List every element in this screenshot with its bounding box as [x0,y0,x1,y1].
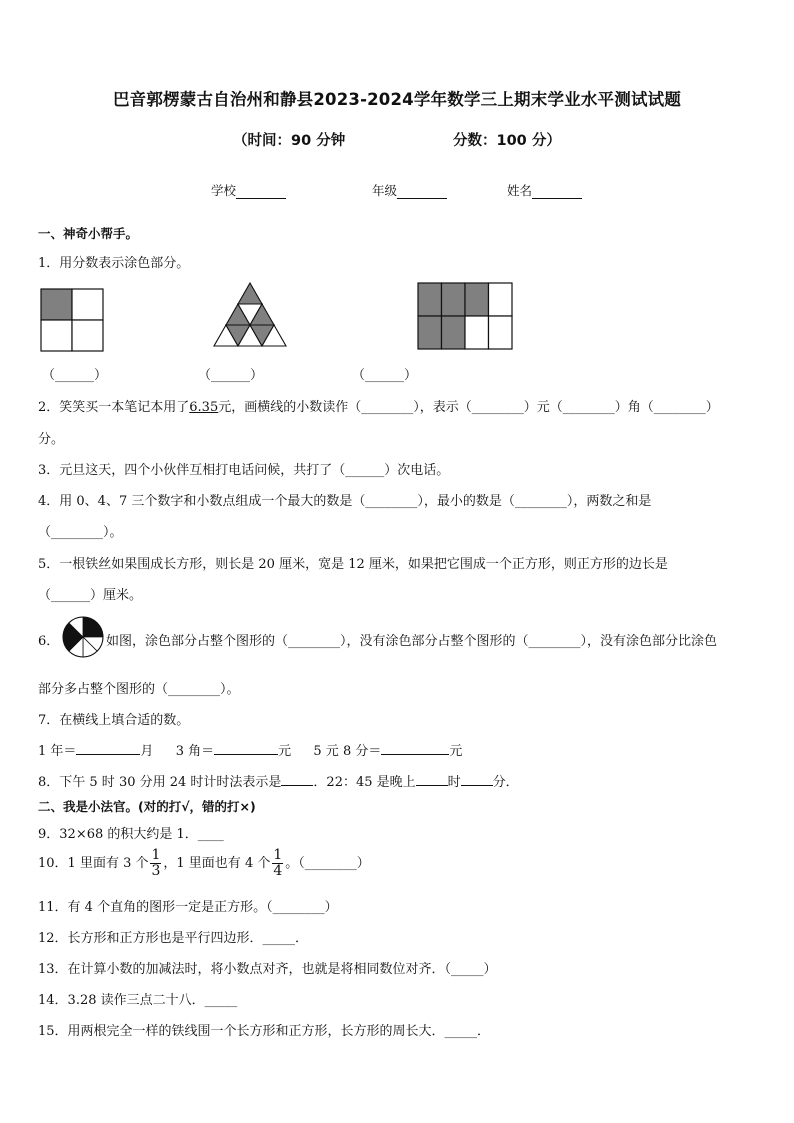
shaded-cell [442,283,466,316]
question-3: 3．元旦这天，四个小伙伴互相打电话问候，共打了（______）次电话。 [38,463,450,478]
white-cell [489,283,513,316]
q10-text-c: 。（________） [285,856,370,871]
question-2 [38,396,719,415]
question-9: 9．32×68 的积大约是 1．____ [38,827,224,842]
q1-answer-2[interactable]: （______） [198,368,264,383]
q7-blank-2[interactable] [214,742,278,755]
shaded-cell [442,316,466,349]
q8-text-b: ．22：45 是晚上 [313,775,416,790]
question-5-cont: （______）厘米。 [38,588,143,603]
fraction-denominator: 3 [151,863,161,879]
question-6: 如图，涂色部分占整个图形的（________），没有涂色部分占整个图形的（________），没有涂色部分比涂色 [106,634,718,649]
q7-blank-1[interactable] [76,742,140,755]
q8-blank-1[interactable] [281,773,313,786]
q8-text-c: 时 [447,775,461,790]
q7-item-3a: 5 元 8 分＝ [313,744,382,759]
exam-time: （时间：90 分钟 [233,133,346,149]
q8-text-d: 分． [492,775,519,790]
q2-amount: 6.35 [189,400,219,415]
figure-rectangle-grid [417,282,513,350]
q1-answer-1[interactable]: （______） [42,368,108,383]
question-2-cont: 分。 [38,432,65,447]
figure-triangle [212,281,292,353]
question-15: 15．用两根完全一样的铁线围一个长方形和正方形，长方形的周长大．_____． [38,1024,491,1039]
exam-score: 分数：100 分） [453,133,561,149]
q7-item-3b: 元 [449,744,463,759]
white-cell [465,316,489,349]
white-cell [489,316,513,349]
school-field [211,181,286,199]
grade-blank[interactable] [397,184,447,199]
q8-text-a: 8．下午 5 时 30 分用 24 时计时法表示是 [38,775,282,790]
grade-label: 年级 [372,183,398,198]
name-blank[interactable] [532,184,582,199]
q2-text-b: 元，画横线的小数读作（________），表示（________）元（________）角（________） [218,400,719,415]
q10-text-b: ，1 里面也有 4 个 [163,856,271,871]
q7-item-2a: 3 角＝ [175,744,215,759]
shaded-cell [418,316,442,349]
q8-blank-2[interactable] [416,773,448,786]
school-blank[interactable] [236,184,286,199]
question-4-cont: （________）。 [38,525,123,540]
section-2-title: 二、我是小法官。(对的打√，错的打×) [38,799,256,814]
white-square [41,320,72,351]
question-5: 5．一根铁丝如果围成长方形，则长是 20 厘米，宽是 12 厘米，如果把它围成一个正方形，则正方形的边长是 [38,557,668,572]
fraction-denominator: 4 [273,863,283,879]
q7-item-1b: 月 [140,744,154,759]
question-4: 4．用 0、4、7 三个数字和小数点组成一个最大的数是（________），最小的数是（________），两数之和是 [38,494,652,509]
figure-squares-2x2 [40,288,106,352]
q8-blank-3[interactable] [461,773,493,786]
section-1-title: 一、神奇小帮手。 [38,226,139,241]
question-14: 14．3.28 读作三点二十八．_____ [38,993,238,1008]
shaded-square [41,289,72,320]
q7-blank-3[interactable] [381,742,449,755]
name-field [507,181,582,199]
page-title: 巴音郭楞蒙古自治州和静县2023-2024学年数学三上期末学业水平测试试题 [112,90,682,109]
q7-item-1a: 1 年＝ [38,744,77,759]
school-label: 学校 [211,183,237,198]
q7-item-2b: 元 [278,744,292,759]
fraction-one-third [150,848,161,879]
figure-circle-sectors [62,616,104,658]
question-11: 11．有 4 个直角的图形一定是正方形。（________） [38,900,338,915]
shaded-cell [465,283,489,316]
question-13: 13．在计算小数的加减法时，将小数点对齐，也就是将相同数位对齐．（_____） [38,962,497,977]
fraction-numerator: 1 [151,847,161,863]
question-6-cont: 部分多占整个图形的（________）。 [38,682,240,697]
grade-field [372,181,447,199]
q10-text-a: 10．1 里面有 3 个 [38,856,149,871]
question-8 [38,771,519,790]
white-square [72,320,103,351]
question-6-number: 6． [38,634,60,649]
name-label: 姓名 [507,183,533,198]
fraction-one-quarter [272,848,283,879]
q1-answer-3[interactable]: （______） [352,368,418,383]
question-1: 1．用分数表示涂色部分。 [38,256,190,271]
fraction-numerator: 1 [273,847,283,863]
white-square [72,289,103,320]
question-10 [38,848,370,879]
q2-text-a: 2．笑笑买一本笔记本用了 [38,400,190,415]
question-7: 7．在横线上填合适的数。 [38,713,190,728]
question-7-items [38,740,462,759]
shaded-triangle [238,283,262,304]
question-12: 12．长方形和正方形也是平行四边形．_____． [38,931,309,946]
shaded-cell [418,283,442,316]
